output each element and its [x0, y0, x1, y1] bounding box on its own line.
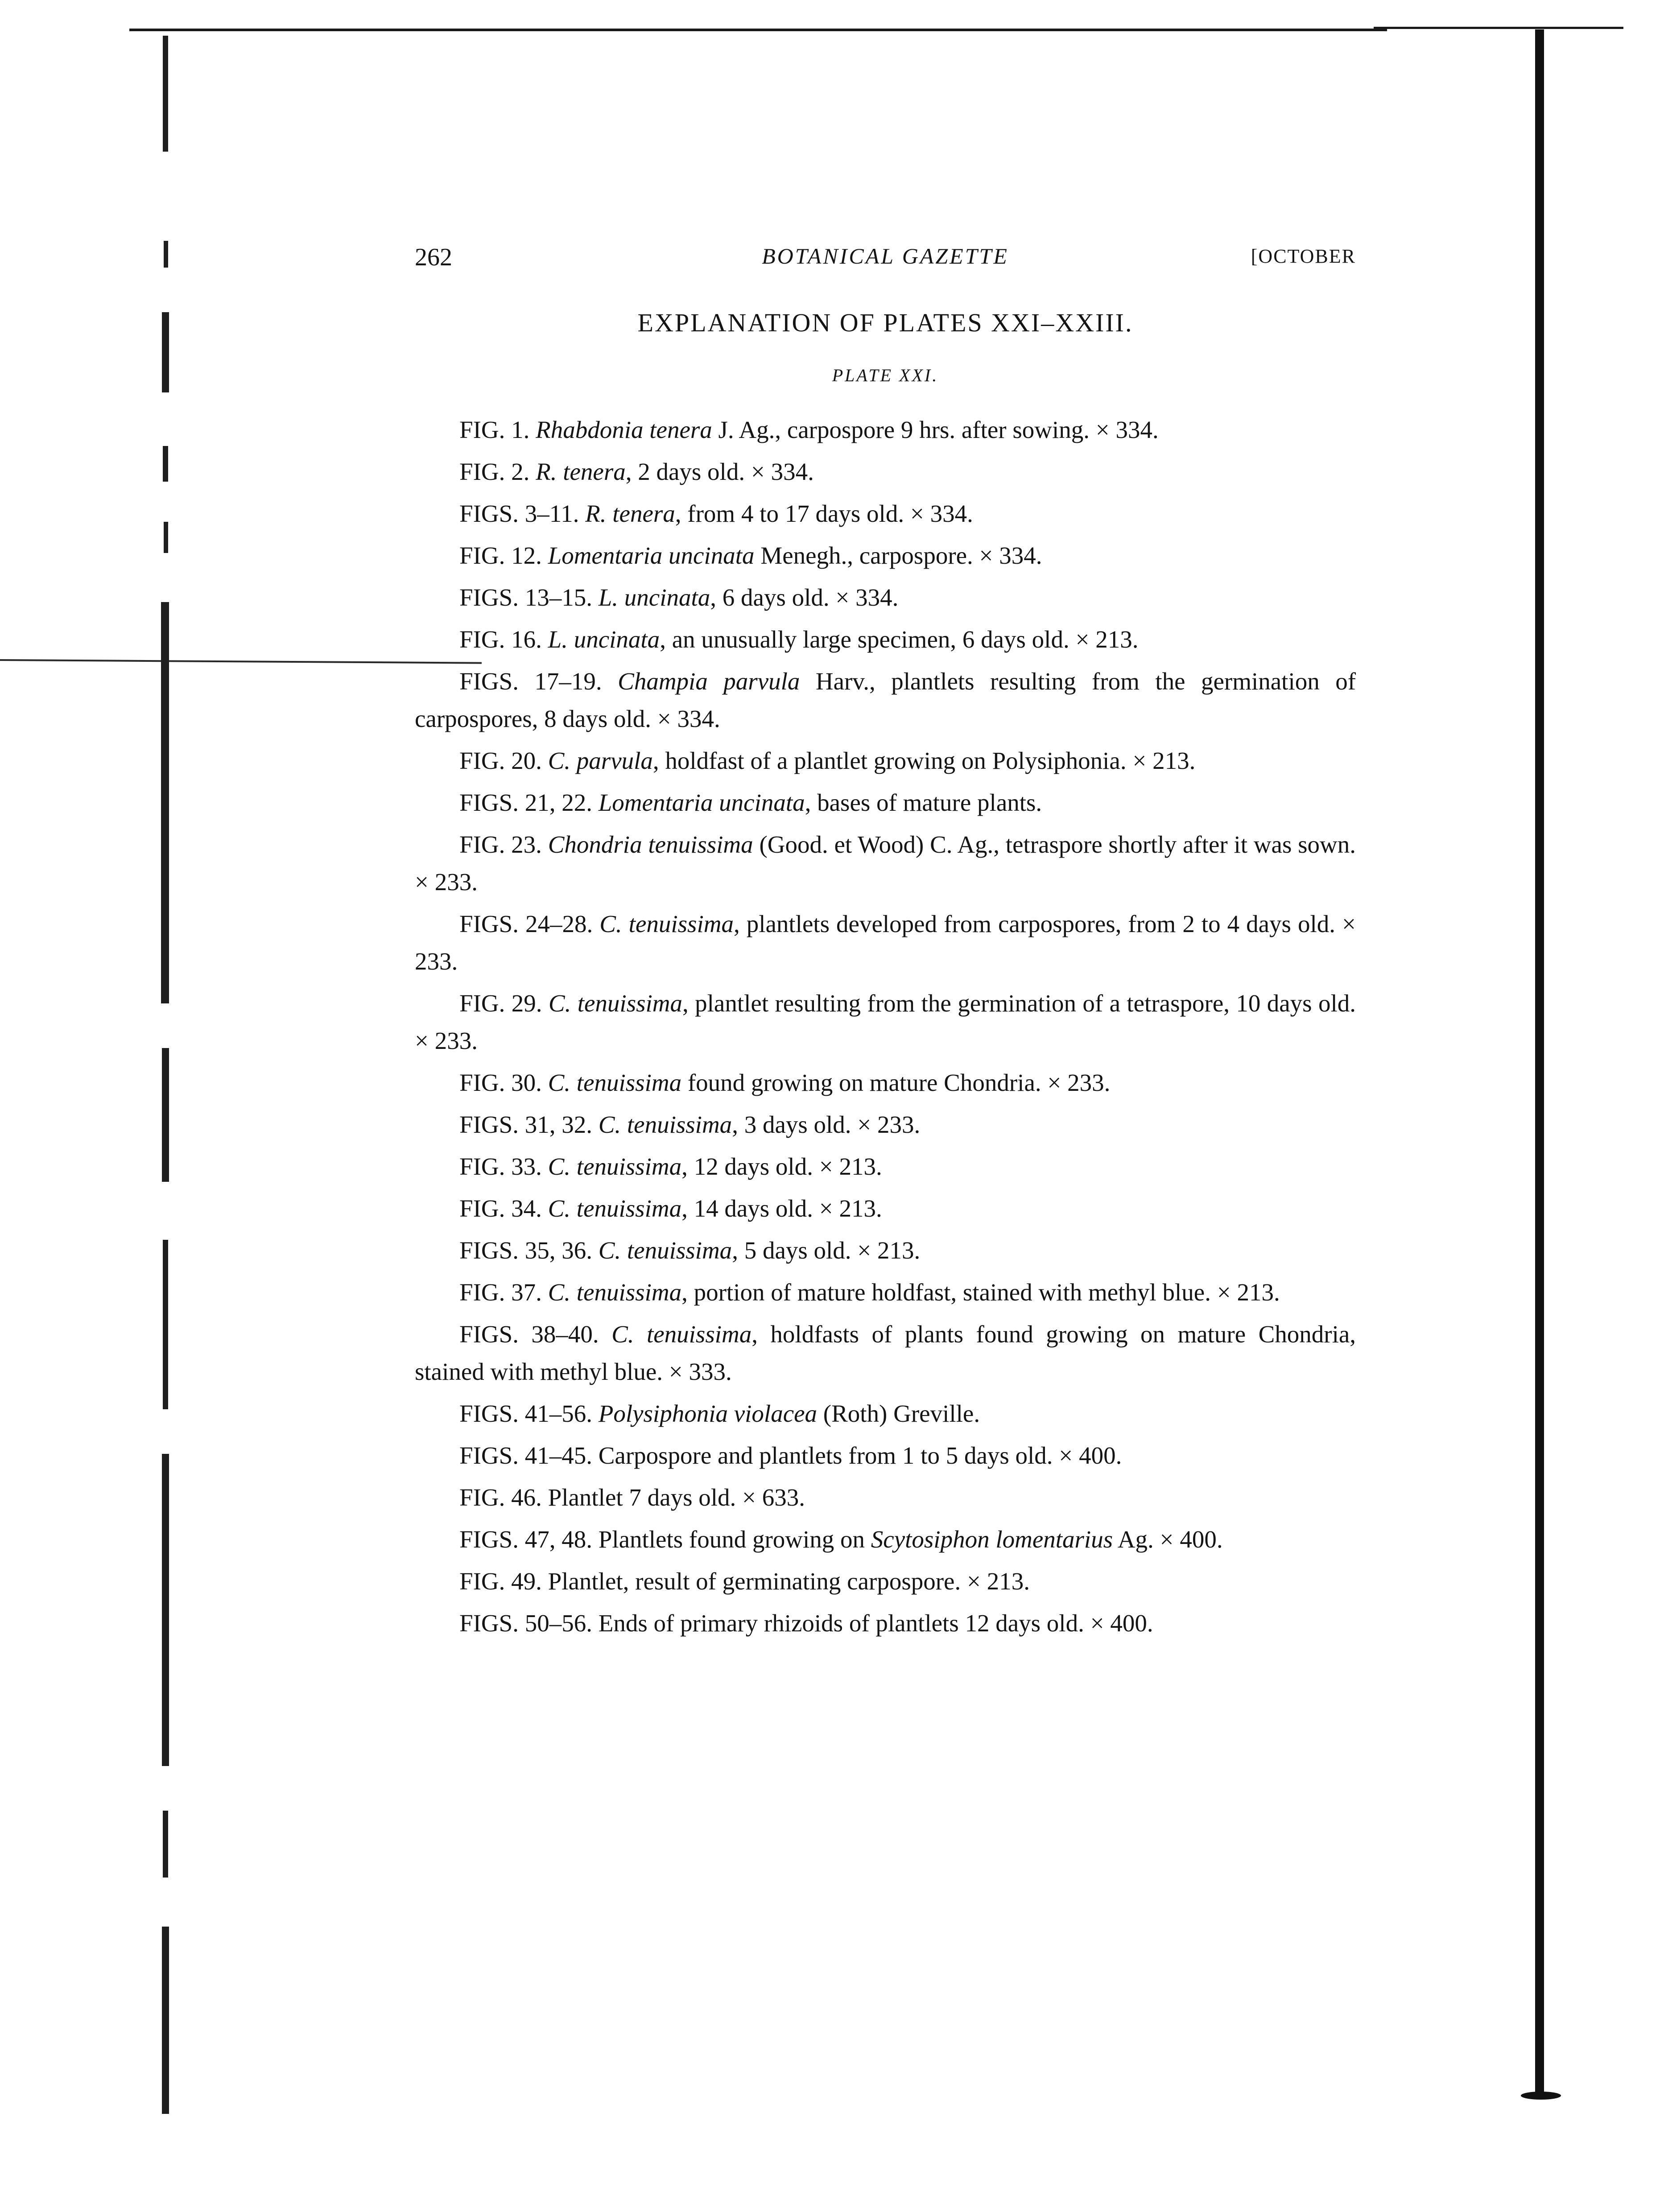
- figure-entry: [415, 495, 1356, 532]
- figure-description: Carpospore and plantlets from 1 to 5 days old. × 400.: [598, 1442, 1122, 1469]
- figure-description: , from 4 to 17 days old. × 334.: [675, 500, 973, 527]
- figure-entry: [415, 1148, 1356, 1185]
- figure-entry: [415, 537, 1356, 574]
- figure-label: FIG. 46.: [459, 1484, 542, 1511]
- species-name: C. tenuissima: [611, 1321, 752, 1348]
- figure-label: FIG. 29.: [459, 990, 542, 1017]
- figure-description: , an unusually large specimen, 6 days old. × 213.: [660, 626, 1139, 653]
- figure-entry: [415, 784, 1356, 821]
- species-name: R. tenera: [585, 500, 675, 527]
- figure-description: , 6 days old. × 334.: [710, 584, 899, 611]
- figure-description: J. Ag., carpospore 9 hrs. after sowing. × 334.: [712, 416, 1159, 443]
- figure-label: FIG. 2.: [459, 458, 530, 485]
- figure-entry: [415, 1437, 1356, 1474]
- figure-label: FIG. 49.: [459, 1568, 542, 1595]
- figure-description: Ag. × 400.: [1113, 1526, 1223, 1553]
- figure-label: FIG. 1.: [459, 416, 530, 443]
- binding-mark: [162, 1454, 169, 1766]
- figure-description: Menegh., carpospore. × 334.: [754, 542, 1042, 569]
- species-name: Champia parvula: [618, 668, 800, 695]
- figure-label: FIGS. 41–45.: [459, 1442, 592, 1469]
- figure-label: FIGS. 41–56.: [459, 1400, 592, 1427]
- figure-entry: [415, 742, 1356, 780]
- figure-label: FIG. 34.: [459, 1195, 542, 1222]
- scan-top-rule: [129, 29, 1387, 31]
- binding-mark: [163, 1240, 168, 1409]
- figure-entry: [415, 1316, 1356, 1391]
- figure-description: Ends of primary rhizoids of plantlets 12 days old. × 400.: [598, 1609, 1153, 1637]
- figure-description: (Roth) Greville.: [817, 1400, 980, 1427]
- page-number: 262: [415, 243, 452, 271]
- figure-entry: [415, 1232, 1356, 1269]
- figure-entry: [415, 826, 1356, 901]
- figure-entry: [415, 1563, 1356, 1600]
- figure-entry: [415, 1395, 1356, 1432]
- figure-description: , plantlets developed from carpospores, from 2 to 4 days old. × 233.: [415, 910, 1356, 975]
- figure-entry: [415, 411, 1356, 449]
- binding-mark: [164, 241, 168, 268]
- figure-label: FIGS. 35, 36.: [459, 1237, 592, 1264]
- species-name: Chondria tenuissima: [548, 831, 753, 858]
- figure-label: FIGS. 24–28.: [459, 910, 593, 937]
- plate-title: PLATE XXI.: [832, 365, 939, 385]
- species-name: Polysiphonia violacea: [598, 1400, 818, 1427]
- figure-label: FIGS. 13–15.: [459, 584, 592, 611]
- figure-entry: [415, 579, 1356, 616]
- species-name: C. tenuissima: [548, 1279, 682, 1306]
- figure-label: FIG. 12.: [459, 542, 542, 569]
- figure-description: , bases of mature plants.: [805, 789, 1042, 816]
- figure-description: found growing on mature Chondria. × 233.: [681, 1069, 1111, 1096]
- species-name: Lomentaria uncinata: [548, 542, 755, 569]
- binding-mark: [162, 1927, 169, 2114]
- figure-label: FIGS. 47, 48.: [459, 1526, 592, 1553]
- figure-description: Plantlet 7 days old. × 633.: [548, 1484, 805, 1511]
- binding-mark: [163, 446, 168, 482]
- figure-label: FIGS. 3–11.: [459, 500, 579, 527]
- scan-right-edge-bar: [1535, 29, 1544, 2099]
- figure-entry: [415, 1274, 1356, 1311]
- species-name: C. tenuissima: [598, 1237, 732, 1264]
- species-name: C. tenuissima: [548, 1195, 682, 1222]
- species-name: C. tenuissima: [548, 1153, 682, 1180]
- figure-label: FIGS. 17–19.: [459, 668, 602, 695]
- scan-binding-edge: [154, 0, 181, 2212]
- species-name: L. uncinata: [598, 584, 710, 611]
- figure-label: FIGS. 31, 32.: [459, 1111, 592, 1138]
- figure-description: Plantlets found growing on: [598, 1526, 871, 1553]
- figure-label: FIGS. 50–56.: [459, 1609, 592, 1637]
- figure-entry: [415, 663, 1356, 738]
- species-name: C. tenuissima: [599, 910, 734, 937]
- figure-label: FIG. 20.: [459, 747, 542, 774]
- figure-description: , portion of mature holdfast, stained with methyl blue. × 213.: [681, 1279, 1280, 1306]
- figure-description: , 3 days old. × 233.: [732, 1111, 921, 1138]
- scan-top-rule-right: [1374, 27, 1623, 29]
- running-head: BOTANICAL GAZETTE: [762, 243, 1009, 268]
- figure-label: FIG. 33.: [459, 1153, 542, 1180]
- binding-mark: [163, 36, 168, 152]
- binding-mark: [161, 602, 169, 1003]
- species-name: Scytosiphon lomentarius: [871, 1526, 1113, 1553]
- figure-description: Harv., plantlets resulting from the germination of carpospores, 8 days old. × 334.: [415, 668, 1356, 732]
- figure-entry: [415, 1106, 1356, 1143]
- figure-description: , 12 days old. × 213.: [681, 1153, 882, 1180]
- figure-entry: [415, 905, 1356, 980]
- binding-mark: [163, 1811, 168, 1878]
- figure-description: Plantlet, result of germinating carpospore. × 213.: [548, 1568, 1030, 1595]
- header-month: [OCTOBER: [1251, 245, 1356, 267]
- figure-description: , holdfast of a plantlet growing on Polysiphonia. × 213.: [652, 747, 1196, 774]
- figure-description: , holdfasts of plants found growing on mature Chondria, stained with methyl blue. × 333.: [415, 1321, 1356, 1385]
- page-header: [415, 243, 1356, 283]
- figure-description: , 5 days old. × 213.: [732, 1237, 921, 1264]
- figure-label: FIG. 16.: [459, 626, 542, 653]
- figure-description: , 14 days old. × 213.: [681, 1195, 882, 1222]
- species-name: L. uncinata: [548, 626, 660, 653]
- figure-explanations: [415, 411, 1356, 1647]
- scan-stray-line: [0, 659, 482, 664]
- figure-label: FIG. 37.: [459, 1279, 542, 1306]
- species-name: C. tenuissima: [598, 1111, 732, 1138]
- species-name: Lomentaria uncinata: [598, 789, 805, 816]
- binding-mark: [164, 522, 168, 553]
- figure-entry: [415, 1190, 1356, 1227]
- binding-mark: [162, 312, 169, 392]
- figure-entry: [415, 453, 1356, 491]
- species-name: C. tenuissima: [548, 1069, 682, 1096]
- figure-label: FIG. 23.: [459, 831, 542, 858]
- figure-description: (Good. et Wood) C. Ag., tetraspore shortly after it was sown. × 233.: [415, 831, 1356, 896]
- species-name: Rhabdonia tenera: [536, 416, 712, 443]
- section-title: EXPLANATION OF PLATES XXI–XXIII.: [637, 308, 1133, 337]
- figure-entry: [415, 1064, 1356, 1102]
- species-name: R. tenera: [536, 458, 626, 485]
- figure-entry: [415, 1605, 1356, 1642]
- figure-entry: [415, 1479, 1356, 1516]
- species-name: C. tenuissima: [548, 990, 683, 1017]
- binding-mark: [162, 1048, 169, 1182]
- figure-description: , 2 days old. × 334.: [625, 458, 814, 485]
- figure-entry: [415, 985, 1356, 1060]
- figure-description: , plantlet resulting from the germination of a tetraspore, 10 days old. × 233.: [415, 990, 1356, 1054]
- figure-entry: [415, 1521, 1356, 1558]
- figure-label: FIG. 30.: [459, 1069, 542, 1096]
- scan-right-edge-foot: [1521, 2092, 1561, 2100]
- figure-label: FIGS. 21, 22.: [459, 789, 592, 816]
- species-name: C. parvula: [548, 747, 653, 774]
- figure-label: FIGS. 38–40.: [459, 1321, 599, 1348]
- figure-entry: [415, 621, 1356, 658]
